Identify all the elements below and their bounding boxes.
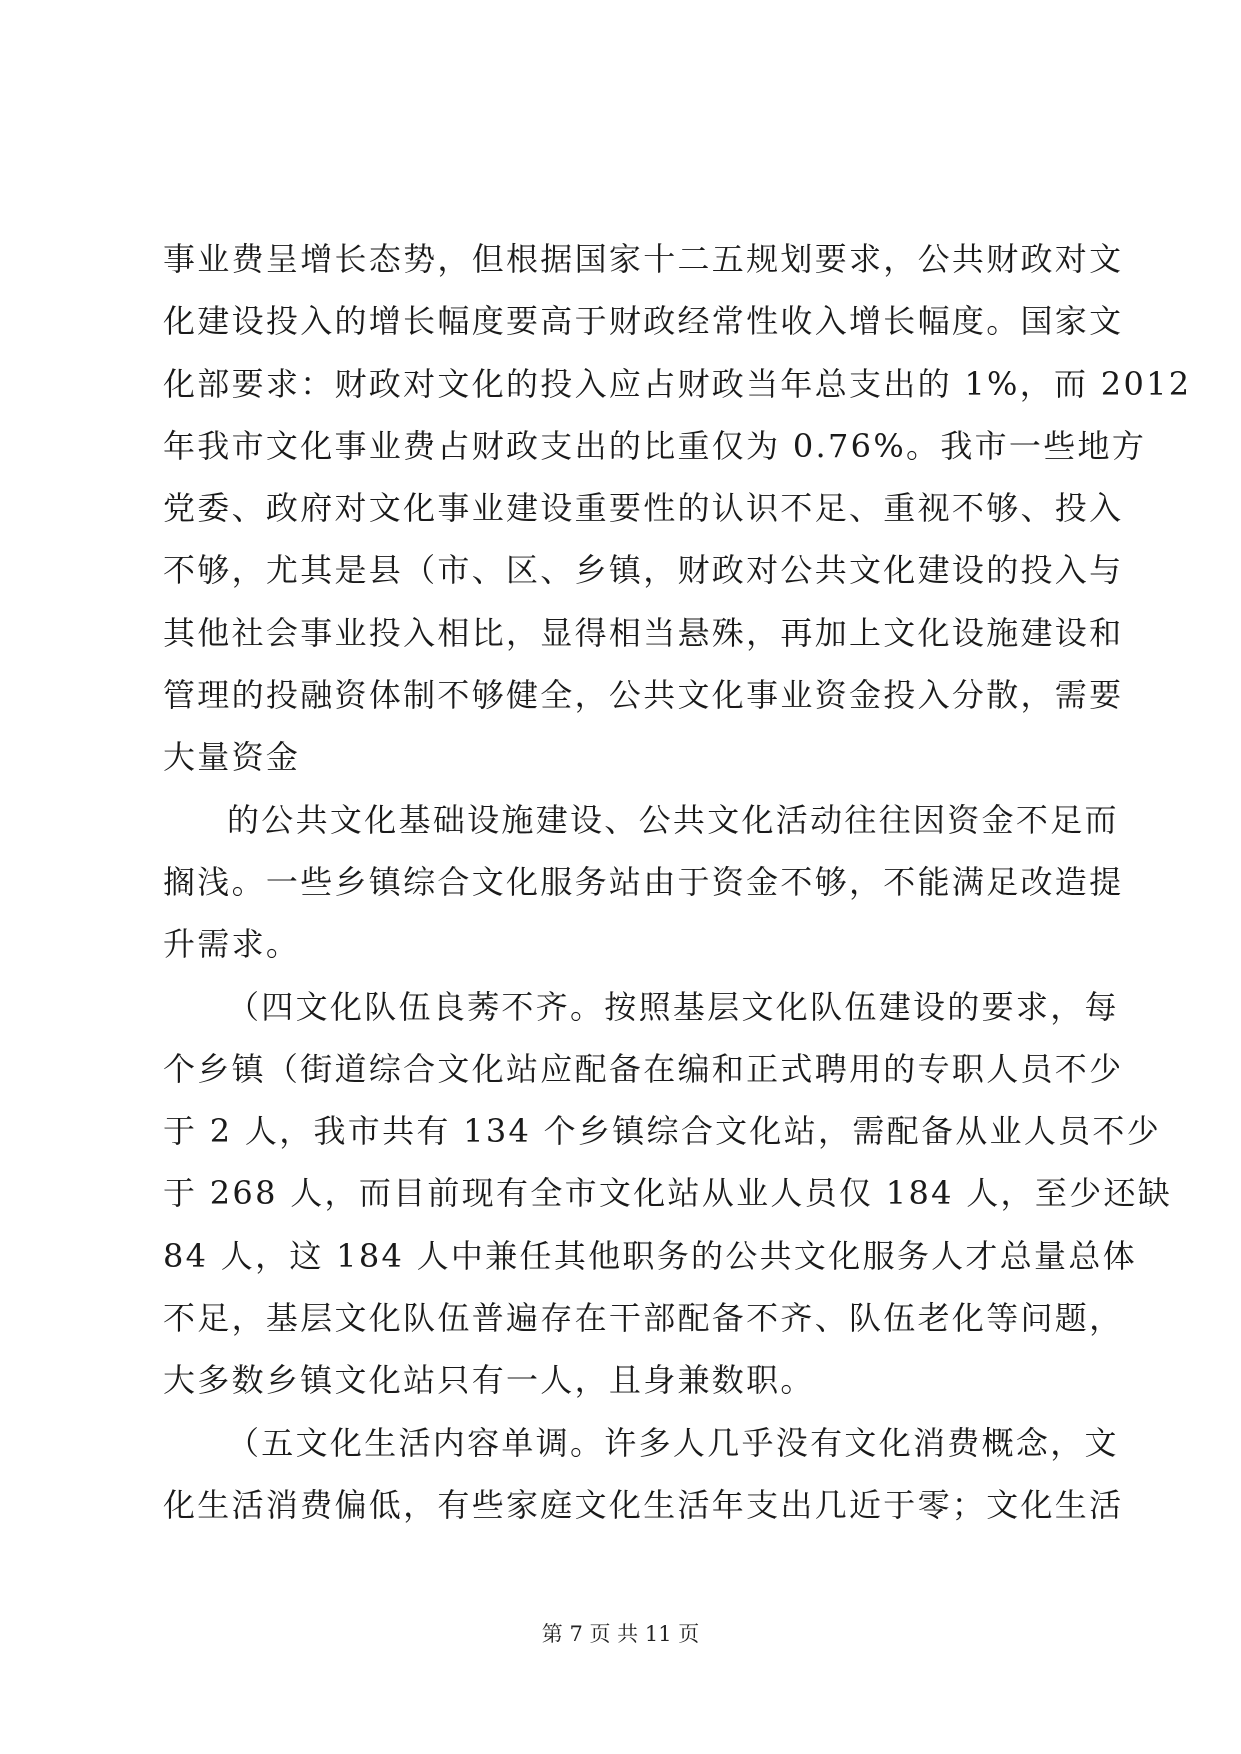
text-line: 其他社会事业投入相比，显得相当悬殊，再加上文化设施建设和 xyxy=(163,613,1124,652)
text-line: 化建设投入的增长幅度要高于财政经常性收入增长幅度。国家文 xyxy=(163,302,1124,341)
page-number-footer: 第 7 页 共 11 页 xyxy=(541,1622,700,1646)
text-line: 化生活消费偏低，有些家庭文化生活年支出几近于零；文化生活 xyxy=(163,1485,1124,1524)
text-line: 大多数乡镇文化站只有一人，且身兼数职。 xyxy=(163,1361,815,1400)
text-line: 的公共文化基础设施建设、公共文化活动往往因资金不足而 xyxy=(227,800,1119,839)
text-line: 搁浅。一些乡镇综合文化服务站由于资金不够，不能满足改造提 xyxy=(163,862,1124,901)
text-line: 升需求。 xyxy=(163,925,301,964)
text-line: 化部要求：财政对文化的投入应占财政当年总支出的 1%，而 2012 xyxy=(163,364,1192,403)
text-line: 管理的投融资体制不够健全，公共文化事业资金投入分散，需要 xyxy=(163,676,1124,715)
text-line: 于 268 人，而目前现有全市文化站从业人员仅 184 人，至少还缺 xyxy=(163,1174,1173,1213)
text-line: 84 人，这 184 人中兼任其他职务的公共文化服务人才总量总体 xyxy=(163,1236,1137,1275)
text-line: 党委、政府对文化事业建设重要性的认识不足、重视不够、投入 xyxy=(163,489,1124,528)
text-line: 事业费呈增长态势，但根据国家十二五规划要求，公共财政对文 xyxy=(163,240,1124,278)
text-line: 不足，基层文化队伍普遍存在干部配备不齐、队伍老化等问题， xyxy=(163,1299,1124,1338)
text-line: 不够，尤其是县（市、区、乡镇，财政对公共文化建设的投入与 xyxy=(163,551,1124,590)
text-line: 个乡镇（街道综合文化站应配备在编和正式聘用的专职人员不少 xyxy=(163,1049,1124,1088)
document-body xyxy=(163,228,1192,1536)
text-line: （四文化队伍良莠不齐。按照基层文化队伍建设的要求，每 xyxy=(227,987,1119,1026)
text-line: （五文化生活内容单调。许多人几乎没有文化消费概念，文 xyxy=(227,1423,1119,1462)
text-line: 于 2 人，我市共有 134 个乡镇综合文化站，需配备从业人员不少 xyxy=(163,1112,1162,1151)
text-line: 大量资金 xyxy=(163,738,301,777)
text-line: 年我市文化事业费占财政支出的比重仅为 0.76%。我市一些地方 xyxy=(163,426,1147,465)
